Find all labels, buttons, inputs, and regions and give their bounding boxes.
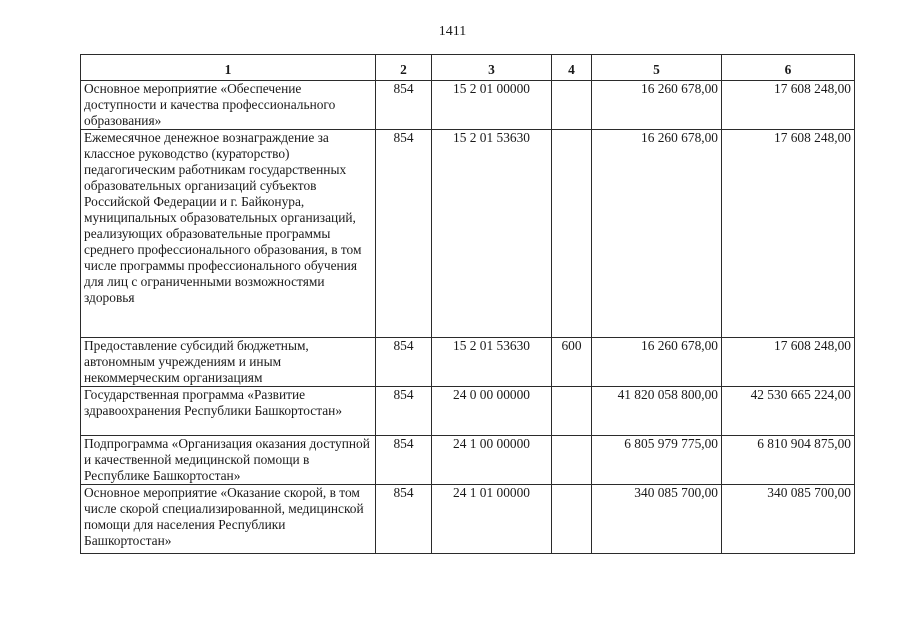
row-sum-year2: 340 085 700,00 xyxy=(722,485,855,554)
row-sum-year1: 16 260 678,00 xyxy=(592,130,722,338)
row-name: Ежемесячное денежное вознаграждение за классное руководство (кураторство) педагогическим работникам государственных образовательных организаций субъектов Российской Федерации и г. Байконура, муниципальных образовательных организаций, реализующих образовательные программы среднего профессионального образования, в том числе программы профессионального обучения для лиц с ограниченными возможностями здоровья xyxy=(81,130,376,338)
column-header-target-code: 3 xyxy=(432,55,552,81)
column-header-name: 1 xyxy=(81,55,376,81)
column-header-sum-year2: 6 xyxy=(722,55,855,81)
table-row xyxy=(81,387,855,436)
row-target-code: 15 2 01 00000 xyxy=(432,81,552,130)
row-sum-year2: 6 810 904 875,00 xyxy=(722,436,855,485)
row-target-code: 15 2 01 53630 xyxy=(432,130,552,338)
budget-table xyxy=(80,54,855,554)
row-ministry: 854 xyxy=(376,485,432,554)
table-row xyxy=(81,130,855,338)
column-header-expense-type: 4 xyxy=(552,55,592,81)
row-expense-type xyxy=(552,485,592,554)
table-row xyxy=(81,338,855,387)
row-sum-year2: 17 608 248,00 xyxy=(722,130,855,338)
table-row xyxy=(81,436,855,485)
row-ministry: 854 xyxy=(376,387,432,436)
row-sum-year2: 42 530 665 224,00 xyxy=(722,387,855,436)
column-header-sum-year1: 5 xyxy=(592,55,722,81)
row-ministry: 854 xyxy=(376,130,432,338)
row-sum-year2: 17 608 248,00 xyxy=(722,81,855,130)
row-target-code: 15 2 01 53630 xyxy=(432,338,552,387)
row-target-code: 24 1 00 00000 xyxy=(432,436,552,485)
row-target-code: 24 1 01 00000 xyxy=(432,485,552,554)
row-sum-year2: 17 608 248,00 xyxy=(722,338,855,387)
row-name: Основное мероприятие «Оказание скорой, в том числе скорой специализированной, медицинской помощи для населения Республики Башкортостан» xyxy=(81,485,376,554)
row-sum-year1: 340 085 700,00 xyxy=(592,485,722,554)
row-ministry: 854 xyxy=(376,338,432,387)
row-expense-type: 600 xyxy=(552,338,592,387)
row-name: Подпрограмма «Организация оказания доступной и качественной медицинской помощи в Республике Башкортостан» xyxy=(81,436,376,485)
table-header-row xyxy=(81,55,855,81)
row-sum-year1: 16 260 678,00 xyxy=(592,81,722,130)
page-number: 1411 xyxy=(438,24,467,39)
row-ministry: 854 xyxy=(376,81,432,130)
row-name: Предоставление субсидий бюджетным, автономным учреждениям и иным некоммерческим организациям xyxy=(81,338,376,387)
row-sum-year1: 41 820 058 800,00 xyxy=(592,387,722,436)
row-sum-year1: 6 805 979 775,00 xyxy=(592,436,722,485)
row-expense-type xyxy=(552,130,592,338)
table-row xyxy=(81,485,855,554)
row-expense-type xyxy=(552,81,592,130)
row-name: Государственная программа «Развитие здравоохранения Республики Башкортостан» xyxy=(81,387,376,436)
table-row xyxy=(81,81,855,130)
row-ministry: 854 xyxy=(376,436,432,485)
column-header-ministry: 2 xyxy=(376,55,432,81)
row-sum-year1: 16 260 678,00 xyxy=(592,338,722,387)
row-name: Основное мероприятие «Обеспечение доступности и качества профессионального образования» xyxy=(81,81,376,130)
row-expense-type xyxy=(552,387,592,436)
row-expense-type xyxy=(552,436,592,485)
row-target-code: 24 0 00 00000 xyxy=(432,387,552,436)
